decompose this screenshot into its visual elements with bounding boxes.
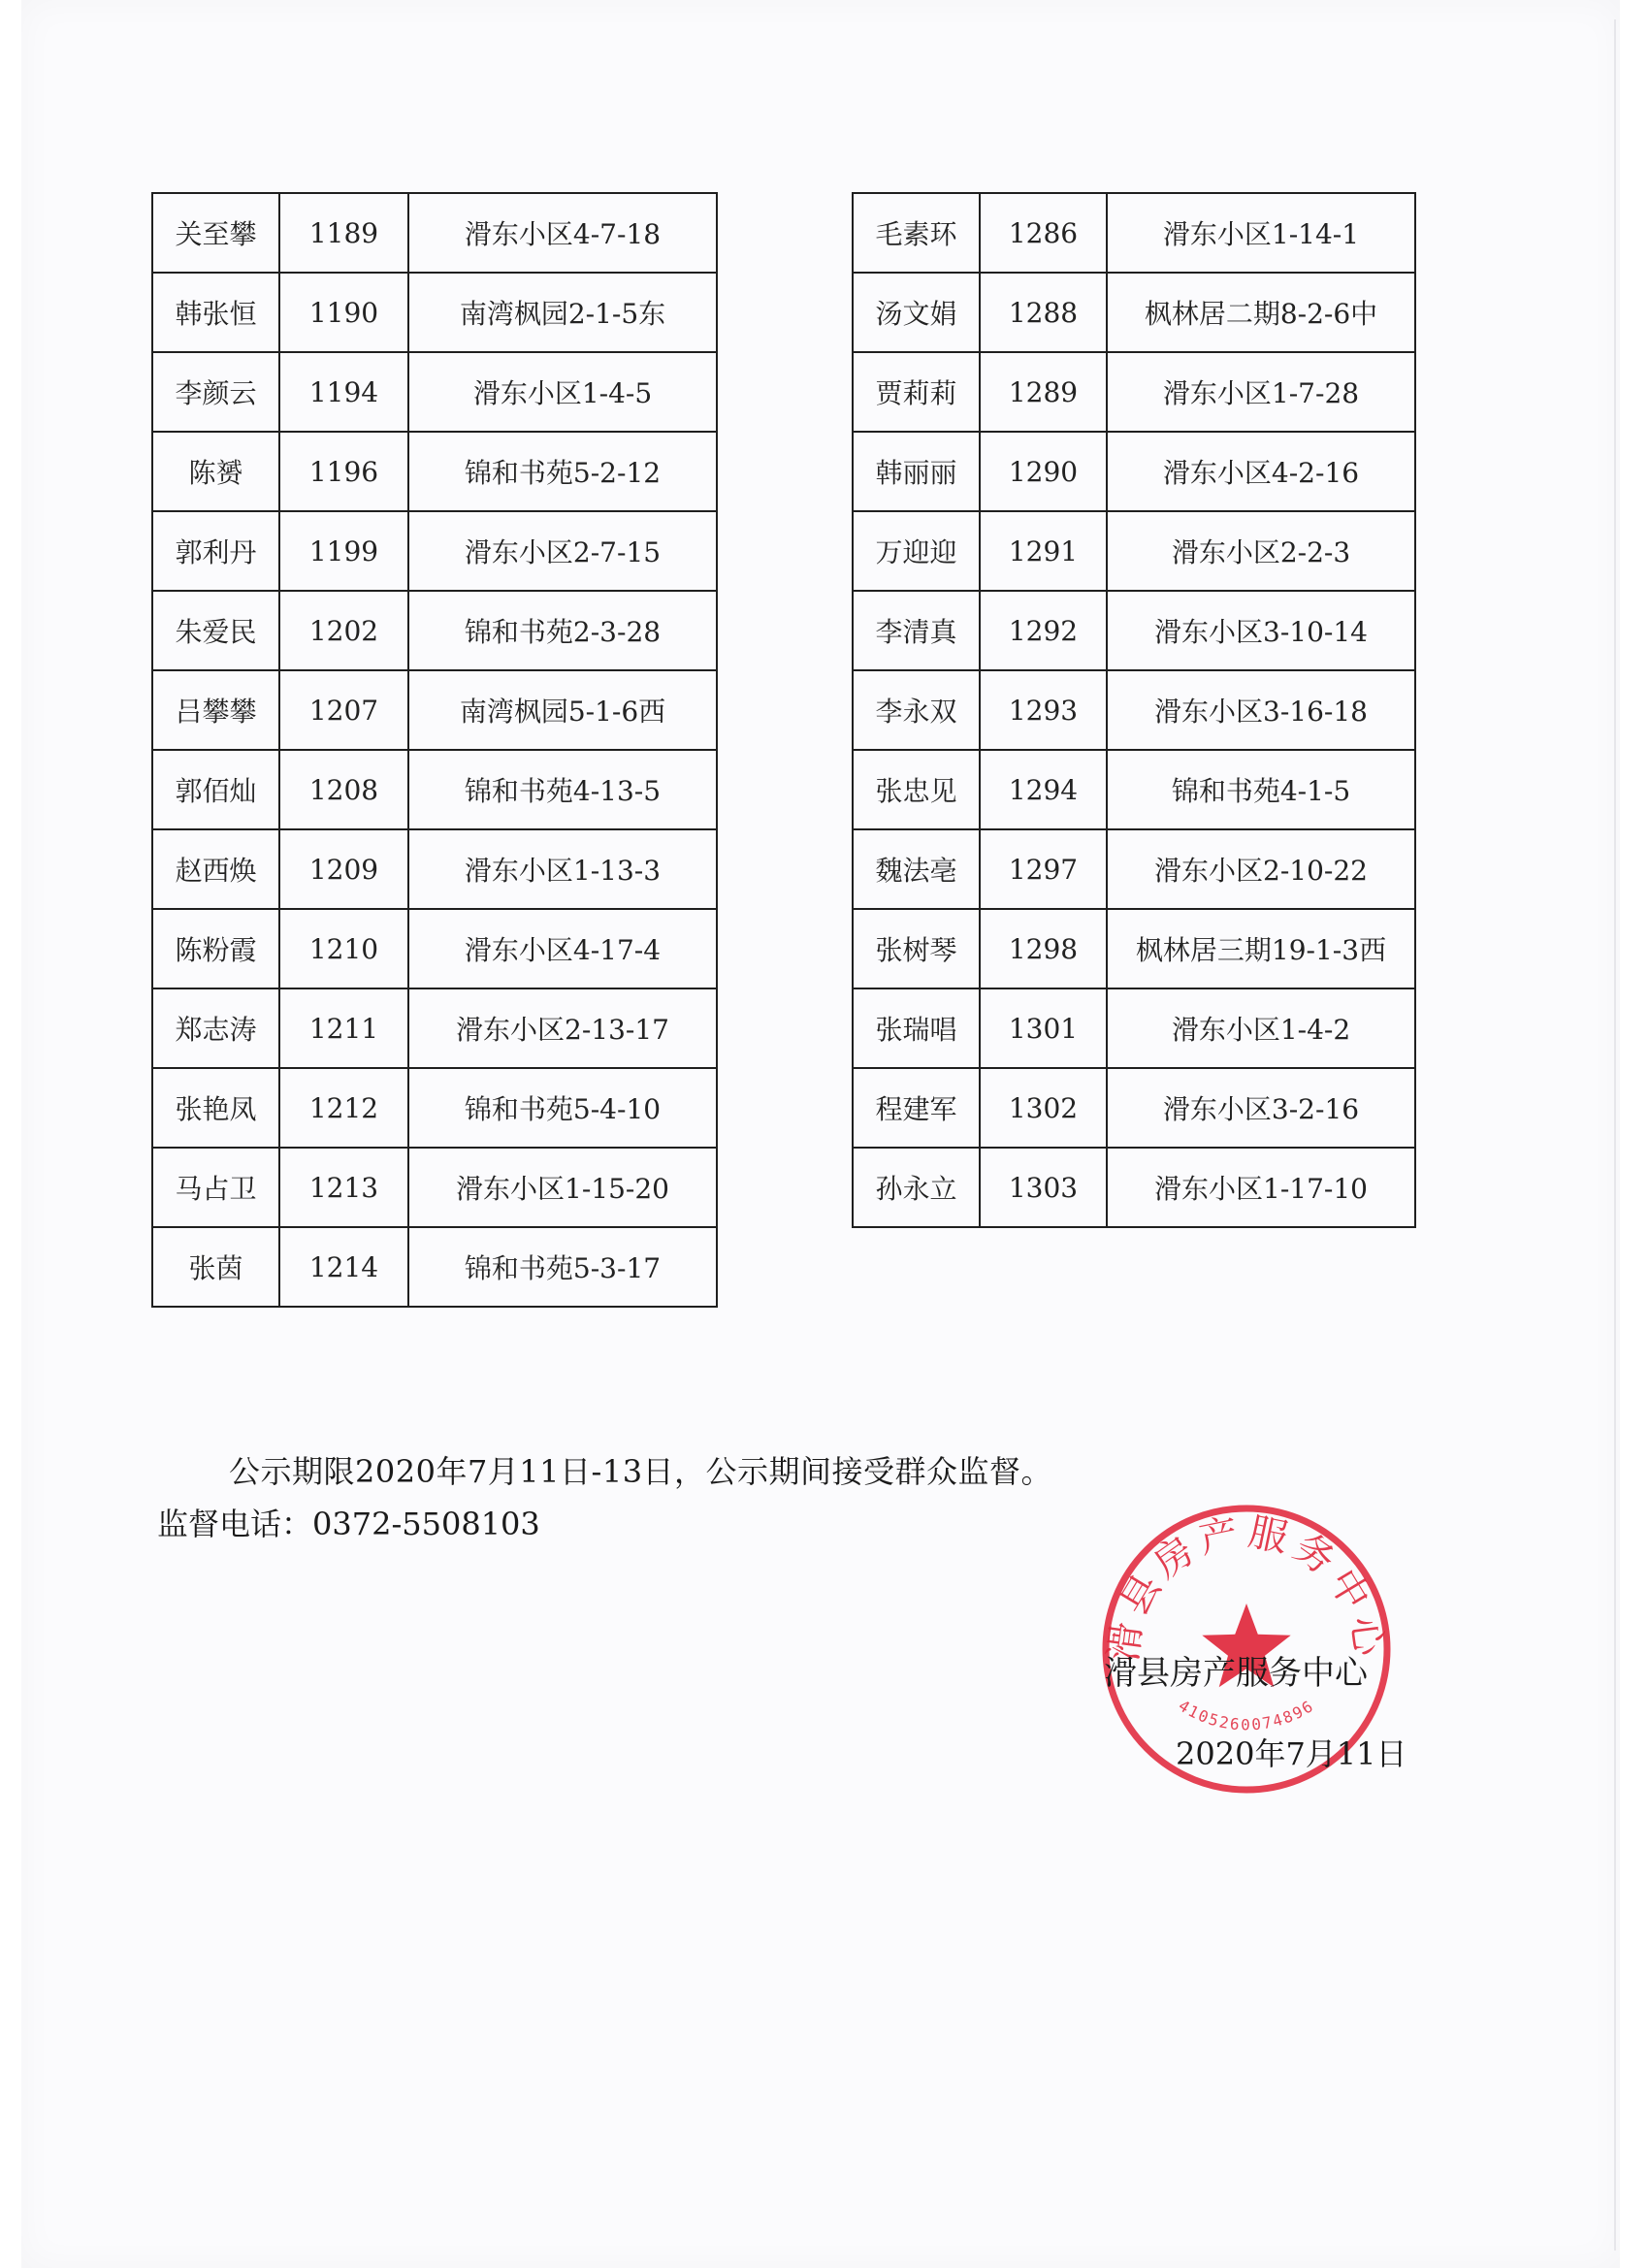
- address-cell: 滑东小区1-4-2: [1107, 988, 1415, 1068]
- issuer-name: 滑县房产服务中心: [1104, 1654, 1368, 1693]
- address-cell: 滑东小区1-13-3: [408, 829, 717, 909]
- person-name: 李颜云: [152, 352, 279, 432]
- address-cell: 滑东小区4-7-18: [408, 193, 717, 273]
- address-cell: 锦和书苑4-13-5: [408, 750, 717, 829]
- record-number: 1196: [279, 432, 408, 511]
- table-row: [853, 750, 1415, 829]
- record-number: 1211: [279, 988, 408, 1068]
- record-number: 1290: [980, 432, 1107, 511]
- record-number: 1189: [279, 193, 408, 273]
- table-row: [853, 193, 1415, 273]
- record-number: 1208: [279, 750, 408, 829]
- address-cell: 枫林居二期8-2-6中: [1107, 273, 1415, 352]
- record-number: 1293: [980, 670, 1107, 750]
- address-cell: 滑东小区1-17-10: [1107, 1148, 1415, 1227]
- address-cell: 锦和书苑5-4-10: [408, 1068, 717, 1148]
- address-cell: 滑东小区1-14-1: [1107, 193, 1415, 273]
- person-name: 孙永立: [853, 1148, 980, 1227]
- record-number: 1291: [980, 511, 1107, 591]
- record-number: 1288: [980, 273, 1107, 352]
- seal-arc-text: 滑县房产服务中心: [1101, 1509, 1392, 1665]
- person-name: 吕攀攀: [152, 670, 279, 750]
- person-name: 程建军: [853, 1068, 980, 1148]
- person-name: 郭佰灿: [152, 750, 279, 829]
- record-number: 1190: [279, 273, 408, 352]
- table-row: [853, 1148, 1415, 1227]
- table-row: [152, 829, 717, 909]
- person-name: 魏法亳: [853, 829, 980, 909]
- record-number: 1202: [279, 591, 408, 670]
- address-cell: 滑东小区4-2-16: [1107, 432, 1415, 511]
- seal-serial: 4105260074896: [1175, 1696, 1318, 1734]
- table-row: [853, 273, 1415, 352]
- address-cell: 滑东小区1-15-20: [408, 1148, 717, 1227]
- table-row: [853, 352, 1415, 432]
- record-number: 1209: [279, 829, 408, 909]
- table-row: [853, 1068, 1415, 1148]
- address-cell: 滑东小区1-4-5: [408, 352, 717, 432]
- address-cell: 滑东小区4-17-4: [408, 909, 717, 988]
- address-cell: 锦和书苑4-1-5: [1107, 750, 1415, 829]
- table-row: [853, 988, 1415, 1068]
- publicity-period-notice: 公示期限2020年7月11日-13日，公示期间接受群众监督。: [229, 1453, 1053, 1490]
- table-row: [152, 1148, 717, 1227]
- record-number: 1302: [980, 1068, 1107, 1148]
- record-number: 1303: [980, 1148, 1107, 1227]
- table-row: [152, 432, 717, 511]
- page-edge: [1614, 19, 1616, 2251]
- table-row: [152, 511, 717, 591]
- address-cell: 滑东小区3-2-16: [1107, 1068, 1415, 1148]
- table-row: [152, 273, 717, 352]
- table-row: [152, 352, 717, 432]
- table-row: [853, 670, 1415, 750]
- address-cell: 滑东小区2-10-22: [1107, 829, 1415, 909]
- person-name: 张艳凤: [152, 1068, 279, 1148]
- address-cell: 滑东小区3-10-14: [1107, 591, 1415, 670]
- record-number: 1213: [279, 1148, 408, 1227]
- person-name: 陈粉霞: [152, 909, 279, 988]
- person-name: 郑志涛: [152, 988, 279, 1068]
- address-cell: 锦和书苑5-3-17: [408, 1227, 717, 1307]
- person-name: 马占卫: [152, 1148, 279, 1227]
- person-name: 李清真: [853, 591, 980, 670]
- person-name: 韩丽丽: [853, 432, 980, 511]
- record-number: 1292: [980, 591, 1107, 670]
- table-row: [152, 909, 717, 988]
- table-row: [152, 670, 717, 750]
- address-cell: 锦和书苑5-2-12: [408, 432, 717, 511]
- record-number: 1210: [279, 909, 408, 988]
- record-number: 1199: [279, 511, 408, 591]
- record-number: 1294: [980, 750, 1107, 829]
- issue-date: 2020年7月11日: [1176, 1735, 1407, 1772]
- record-number: 1212: [279, 1068, 408, 1148]
- record-number: 1298: [980, 909, 1107, 988]
- address-cell: 滑东小区2-13-17: [408, 988, 717, 1068]
- person-name: 韩张恒: [152, 273, 279, 352]
- person-name: 赵西焕: [152, 829, 279, 909]
- address-cell: 南湾枫园2-1-5东: [408, 273, 717, 352]
- record-number: 1297: [980, 829, 1107, 909]
- address-cell: 枫林居三期19-1-3西: [1107, 909, 1415, 988]
- table-row: [853, 829, 1415, 909]
- address-cell: 滑东小区2-2-3: [1107, 511, 1415, 591]
- address-cell: 锦和书苑2-3-28: [408, 591, 717, 670]
- roster-table-left: [151, 192, 718, 1308]
- address-cell: 南湾枫园5-1-6西: [408, 670, 717, 750]
- svg-text:4105260074896: [1176, 1697, 1318, 1734]
- person-name: 关至攀: [152, 193, 279, 273]
- address-cell: 滑东小区2-7-15: [408, 511, 717, 591]
- record-number: 1207: [279, 670, 408, 750]
- person-name: 汤文娟: [853, 273, 980, 352]
- record-number: 1194: [279, 352, 408, 432]
- person-name: 李永双: [853, 670, 980, 750]
- table-row: [152, 1068, 717, 1148]
- table-row: [152, 1227, 717, 1307]
- record-number: 1289: [980, 352, 1107, 432]
- table-row: [152, 193, 717, 273]
- supervision-phone: 监督电话：0372-5508103: [157, 1506, 540, 1542]
- person-name: 郭利丹: [152, 511, 279, 591]
- person-name: 万迎迎: [853, 511, 980, 591]
- table-row: [853, 591, 1415, 670]
- record-number: 1214: [279, 1227, 408, 1307]
- person-name: 张瑞唱: [853, 988, 980, 1068]
- table-row: [853, 909, 1415, 988]
- person-name: 张忠见: [853, 750, 980, 829]
- record-number: 1301: [980, 988, 1107, 1068]
- table-row: [152, 591, 717, 670]
- person-name: 张茵: [152, 1227, 279, 1307]
- address-cell: 滑东小区1-7-28: [1107, 352, 1415, 432]
- table-row: [853, 511, 1415, 591]
- table-row: [853, 432, 1415, 511]
- person-name: 陈赟: [152, 432, 279, 511]
- table-row: [152, 750, 717, 829]
- table-row: [152, 988, 717, 1068]
- roster-table-right: [852, 192, 1416, 1228]
- person-name: 贾莉莉: [853, 352, 980, 432]
- person-name: 毛素环: [853, 193, 980, 273]
- address-cell: 滑东小区3-16-18: [1107, 670, 1415, 750]
- person-name: 张树琴: [853, 909, 980, 988]
- record-number: 1286: [980, 193, 1107, 273]
- person-name: 朱爱民: [152, 591, 279, 670]
